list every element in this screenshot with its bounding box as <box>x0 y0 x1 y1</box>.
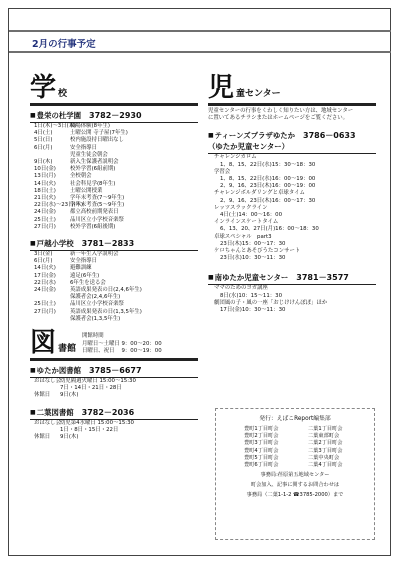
event-date: 6日(月) <box>34 258 53 265</box>
credits-association: 豊町6丁目町会 <box>244 462 279 469</box>
credits-association: 豊町2丁目町会 <box>244 433 279 440</box>
event-text: 品川区立小学校音楽祭 <box>70 301 124 308</box>
event-row <box>30 152 198 159</box>
event-date: 1日(木)～3日(木) <box>34 123 77 129</box>
event-row <box>30 217 198 224</box>
event-row <box>30 173 198 180</box>
minami-phone: 3781－3577 <box>296 273 349 283</box>
library-hours-label: 開館時間 <box>82 333 104 340</box>
event-date: 5日(日) <box>34 137 53 144</box>
library-branches <box>30 365 198 444</box>
credits-box <box>215 408 375 540</box>
library-name: 二葉図書館 <box>36 407 74 417</box>
event-date: 27日(月) <box>34 308 56 315</box>
event-date: 14日(火) <box>34 265 56 272</box>
school-section-title <box>30 110 198 121</box>
credits-association: 二葉4丁目町会 <box>308 462 343 469</box>
event-text: 社会科見学(8年生) <box>70 180 116 187</box>
left-column <box>30 74 198 444</box>
event-text: 校外学習(6組後期) <box>70 223 116 230</box>
plaza-title <box>208 130 376 141</box>
library-hours-holiday: 日曜日、祝日 9：00～19：00 <box>82 347 162 354</box>
event-line: チャレンジカロム <box>214 154 257 161</box>
school-phone: 3782－2930 <box>89 111 142 120</box>
event-text: 6年生を送る会 <box>70 279 106 286</box>
event-line: 1、8、15、22日(水)15：30～18：30 <box>220 161 316 168</box>
library-row-text: 7日・14日・21日・28日 <box>60 385 122 392</box>
event-row <box>30 224 198 231</box>
library-row-text: 1日・8日・15日・22日 <box>60 426 119 433</box>
spacer <box>30 231 198 234</box>
event-line: 4日(土)14：00～16：00 <box>220 212 283 219</box>
library-row <box>30 385 198 392</box>
library-heading-char: 図 <box>30 328 57 359</box>
event-line: インラインスケートタイム <box>214 219 279 226</box>
event-text: 職場体験(8年生) <box>70 123 110 129</box>
event-line: 8日(水)10：15～11：30 <box>220 292 283 299</box>
event-date: 17日(金) <box>34 272 56 279</box>
square-bullet-icon: ■ <box>208 274 214 282</box>
event-text: 学年末考査(5～9年生) <box>70 202 125 209</box>
event-text: 英語成果発表の日(2,4,6年生) <box>70 287 142 294</box>
library-row-label: 休館日 <box>34 392 51 399</box>
library-phone: 3785－6677 <box>89 366 142 376</box>
minami-events <box>208 285 376 314</box>
event-row <box>30 273 198 280</box>
event-date: 25日(土) <box>34 301 56 308</box>
event-line: 学習会 <box>214 168 231 175</box>
library-phone: 3782－2036 <box>81 407 135 417</box>
plaza-phone: 3786－0633 <box>303 131 356 141</box>
event-text: 英語成果発表の日(1,3,5年生) <box>70 308 142 315</box>
credits-title: 発行：えばこReport編集部 <box>259 416 331 422</box>
library-row-text: 幼児隔週火曜日 15:00～15:30 <box>60 378 136 385</box>
event-line: 2、9、16、23日(木)16：00～17：30 <box>220 197 316 204</box>
square-bullet-icon: ■ <box>208 132 214 140</box>
event-date <box>30 316 70 323</box>
credits-association: 豊町3丁目町会 <box>244 440 279 447</box>
library-branch-title <box>30 365 198 376</box>
school-heading-rule <box>30 103 198 106</box>
event-date: 10日(金) <box>34 166 56 173</box>
minami-title <box>208 272 376 283</box>
children-note-line: に置いてあるチラシまたはホームページをご覧ください。 <box>208 115 349 122</box>
library-row <box>30 427 198 434</box>
event-date: 13日(月) <box>34 173 56 180</box>
event-date: 27日(月) <box>34 223 56 230</box>
event-date: 18日(土) <box>34 187 56 194</box>
event-row <box>30 145 198 152</box>
minami-name: 南ゆたか児童センター <box>214 273 289 283</box>
school-heading-sub: 校 <box>58 89 68 99</box>
event-text: 学年末考査(7～9年生) <box>70 195 125 202</box>
square-bullet-icon: ■ <box>30 367 36 375</box>
event-row <box>30 309 198 316</box>
library-row-label <box>30 427 60 434</box>
children-heading-rule <box>208 103 376 106</box>
school-name: 戸越小学校 <box>36 239 74 249</box>
credits-grid <box>222 426 368 469</box>
library-hours <box>82 333 162 355</box>
children-heading-char: 児 <box>208 73 235 103</box>
event-date: 6日(月) <box>34 144 53 151</box>
event-line: 17日(金)10：30～11：30 <box>220 307 286 314</box>
school-name: 豊栄の杜学園 <box>36 111 82 120</box>
children-heading-sub: 童センター <box>236 89 281 99</box>
event-text: 新入生保護者説明会 <box>70 159 119 166</box>
event-line: 卓球スペシャル part3 <box>214 233 272 240</box>
event-date: 24日(金) <box>34 209 56 216</box>
event-line: 1、8、15、22日(水)16：00～19：00 <box>220 176 316 183</box>
event-date: 25日(土) <box>34 216 56 223</box>
library-heading-sub: 書館 <box>58 344 77 355</box>
credits-association: 二葉2丁目町会 <box>308 440 343 447</box>
library-row-label: おはなし会 <box>34 419 61 426</box>
event-row <box>30 188 198 195</box>
credits-association: 豊町5丁目町会 <box>244 454 279 461</box>
event-row <box>30 316 198 323</box>
event-text: 校内施設持日曜出なし <box>70 137 124 144</box>
event-line: 6、13、20、27日(月)16：00～18：30 <box>220 226 319 233</box>
event-line: ママのためのヨガ講座 <box>214 285 268 292</box>
plaza-subtitle: （ゆたか児童センター） <box>208 142 290 152</box>
event-row <box>30 265 198 272</box>
event-text: 避難訓練 <box>70 265 92 272</box>
event-date: 22日(水)～23日(木) <box>34 202 84 209</box>
credits-footer <box>222 472 368 499</box>
children-heading <box>208 74 376 102</box>
event-row <box>30 301 198 308</box>
event-text: 安全指導日 <box>70 144 97 151</box>
library-row-label: おはなし会 <box>34 378 61 385</box>
credits-association: 豊町1丁目町会 <box>244 426 279 432</box>
library-row-label: 休館日 <box>34 434 51 441</box>
event-line: 2、9、16、23日(木)16：00～19：00 <box>220 183 316 190</box>
event-row <box>30 209 198 216</box>
library-heading-rule <box>30 358 198 361</box>
header-rule-top <box>9 30 391 32</box>
event-date: 24日(金) <box>34 287 56 294</box>
plaza-name: ティーンズプラザゆたか <box>214 131 296 141</box>
event-date: 4日(土) <box>34 130 53 137</box>
event-line: ケロちゃんとあそびうたコンサート <box>214 248 301 255</box>
library-block <box>30 329 198 444</box>
event-text: 土曜公開 寺子屋(7年生) <box>70 130 128 137</box>
credits-association: 二葉東部町会 <box>308 433 340 440</box>
event-text: 遠足(6年生) <box>70 272 100 279</box>
event-date <box>30 152 70 159</box>
event-text: 新一年生入学説明会 <box>70 251 119 258</box>
credits-footer-line: 事務局:荏原第五地域センター <box>260 472 330 479</box>
event-line: 劇団風の子・風の一座「おじけけんぽぽ」ほか <box>214 299 328 306</box>
credits-association: 二葉1丁目町会 <box>308 426 343 432</box>
event-text: 全校朝会 <box>70 173 92 180</box>
library-row <box>30 420 198 427</box>
event-text: 児童生徒会朝会 <box>70 151 108 158</box>
library-row <box>30 434 198 441</box>
event-text: 保護者会(1,3,5年生) <box>70 315 121 322</box>
event-text: 校外学習(6組前期) <box>70 166 116 173</box>
spacer <box>30 400 198 403</box>
header-rule-bottom <box>9 51 391 53</box>
event-text: 都立高校前期発表日 <box>70 209 119 216</box>
event-date: 9日(木) <box>34 159 53 166</box>
children-note-line: 児童センターの行事をくわしく知りたい方は、地域センター <box>208 108 354 114</box>
school-heading-char: 学 <box>30 73 57 103</box>
plaza-events <box>208 154 376 262</box>
event-text: 土曜公開授業 <box>70 187 103 194</box>
event-text: 保護者会(2,4,6年生) <box>70 294 121 301</box>
school-phone: 3781－2833 <box>81 239 135 249</box>
event-text: 品川区立小学校音楽祭 <box>70 216 124 223</box>
library-row-text: 9日(木) <box>60 434 79 441</box>
event-row <box>30 181 198 188</box>
event-row <box>30 137 198 144</box>
school-section-title <box>30 238 198 249</box>
right-column <box>208 74 376 314</box>
library-hours-weekday: 月曜日～土曜日 9：00～20：00 <box>82 340 162 347</box>
credits-footer-line: 町会加入、記事に関するお問合わせは <box>250 482 340 489</box>
library-branch-title <box>30 407 198 418</box>
event-line: チャレンジボルダリングと卓球タイム <box>214 190 305 197</box>
credits-footer-line: 事務局（二葉1-1-2 ☎3785-2000）まで <box>246 492 344 499</box>
square-bullet-icon: ■ <box>30 408 36 416</box>
event-date: 14日(火) <box>34 180 56 187</box>
square-bullet-icon: ■ <box>30 112 36 119</box>
square-bullet-icon: ■ <box>30 240 36 248</box>
credits-association: 二葉中央町会 <box>308 454 340 461</box>
children-block <box>208 74 376 314</box>
library-row-text: 9日(木) <box>60 392 79 399</box>
event-row <box>30 251 198 258</box>
event-date: 3日(金) <box>34 251 53 258</box>
event-text: 安全指導日 <box>70 258 97 265</box>
library-heading <box>30 329 198 357</box>
school-sections <box>30 110 198 323</box>
school-heading <box>30 74 198 102</box>
library-name: ゆたか図書館 <box>36 366 82 376</box>
event-line: レッツスラックライン <box>214 204 268 211</box>
credits-association: 豊町4丁目町会 <box>244 447 279 454</box>
credits-association: 二葉3丁目町会 <box>308 447 343 454</box>
event-row <box>30 280 198 287</box>
library-row <box>30 392 198 399</box>
event-date: 21日(火) <box>34 195 56 202</box>
spacer <box>30 441 198 444</box>
event-line: 23日(木)15：00～17：30 <box>220 240 286 247</box>
library-row-text: 幼児第4水曜日 15:00～15:30 <box>60 419 134 426</box>
event-line: 23日(水)10：30～11：30 <box>220 255 286 262</box>
page-title: 2月の行事予定 <box>32 39 96 50</box>
school-block <box>30 74 198 323</box>
event-date: 22日(水) <box>34 279 56 286</box>
